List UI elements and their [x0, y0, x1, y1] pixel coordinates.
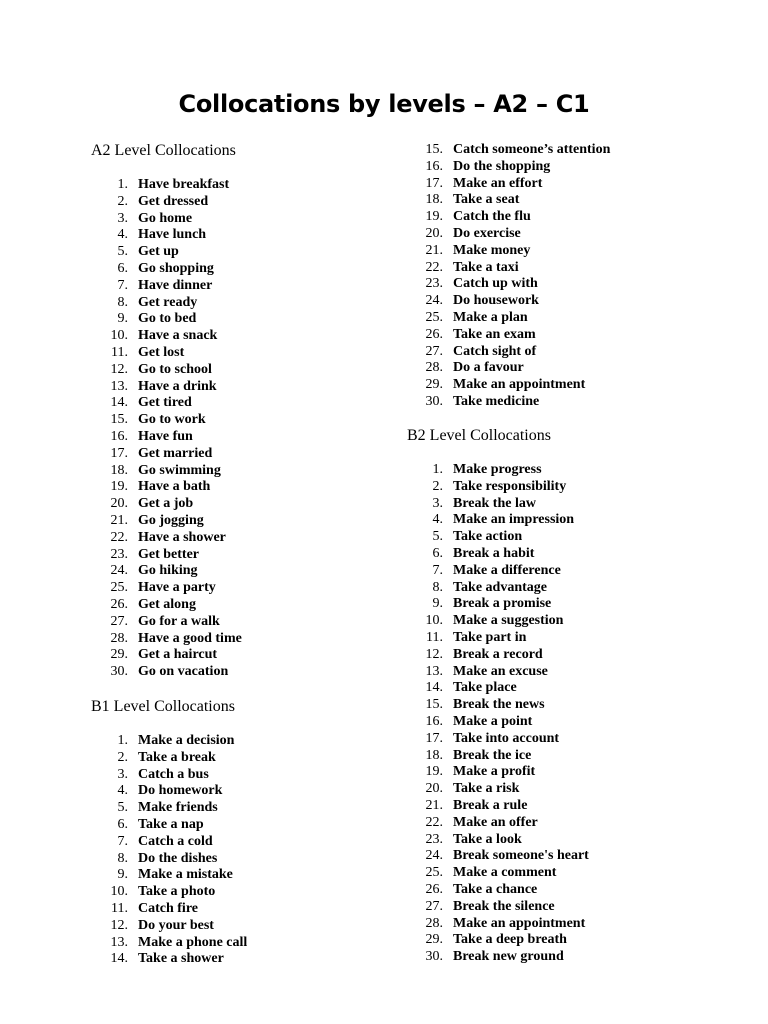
list-item [425, 158, 610, 176]
list-item [110, 613, 242, 631]
list-item-text: Do the shopping [453, 158, 551, 174]
list-item-number: 21. [425, 242, 443, 258]
list-item [432, 579, 589, 597]
list-item [117, 277, 242, 295]
list-item [110, 664, 242, 681]
list-item-number: 5. [117, 244, 128, 260]
list-item [110, 884, 247, 901]
list-item [110, 917, 247, 935]
list-item-text: Break the law [453, 495, 536, 511]
list-item-text: Catch a bus [138, 766, 209, 782]
list-item-number: 30. [425, 393, 443, 409]
list-item-text: Make an excuse [453, 663, 548, 679]
list-item-text: Go to school [138, 361, 212, 377]
list-item-number: 30. [110, 664, 128, 680]
list-item-number: 12. [425, 646, 443, 662]
list-item-text: Catch a cold [138, 833, 213, 849]
list-item [432, 478, 589, 496]
list-item-text: Go swimming [138, 462, 221, 478]
list-item [117, 311, 242, 328]
list-item [110, 934, 248, 952]
list-item-text: Break the news [453, 697, 545, 713]
list-item-text: Go home [138, 210, 193, 226]
list-item-number: 8. [117, 850, 128, 866]
list-item-text: Get married [138, 445, 213, 461]
list-item-text: Have a party [138, 580, 216, 596]
list-item-number: 24. [425, 848, 443, 864]
list-item [425, 814, 589, 832]
list-item-text: Have a drink [138, 378, 217, 394]
list-item-number: 17. [425, 730, 443, 746]
list-item-text: Take part in [453, 629, 527, 645]
list-item [117, 867, 247, 884]
list-item-text: Make a profit [453, 764, 536, 780]
list-item-number: 24. [110, 563, 128, 579]
list-item-number: 2. [432, 478, 443, 494]
list-item-number: 29. [110, 647, 128, 663]
collocation-list-b1-continued [425, 142, 611, 411]
list-item-text: Take a chance [453, 881, 538, 897]
list-item [432, 495, 589, 513]
list-item-number: 20. [425, 781, 443, 797]
list-item-number: 22. [425, 814, 443, 830]
list-item-text: Take an exam [453, 326, 536, 342]
list-item [117, 800, 247, 817]
list-item-number: 8. [117, 294, 128, 310]
list-item [110, 378, 242, 396]
list-item-text: Do homework [138, 783, 223, 799]
list-item-text: Have a shower [138, 529, 226, 545]
list-item [425, 730, 589, 748]
list-item-text: Break someone's heart [453, 848, 589, 864]
list-item [425, 781, 589, 798]
list-item-number: 3. [432, 495, 443, 511]
document-title: Collocations by levels – A2 – C1 [178, 90, 590, 118]
list-item-text: Take action [453, 529, 523, 545]
list-item-number: 10. [110, 884, 128, 900]
list-item [425, 848, 589, 865]
list-item [111, 900, 247, 918]
section-heading-a2: A2 Level Collocations [91, 142, 236, 159]
list-item [425, 343, 610, 361]
list-item-number: 11. [111, 344, 128, 360]
list-item-number: 4. [117, 227, 128, 243]
list-item-number: 14. [425, 680, 443, 696]
list-item-text: Take place [453, 680, 517, 696]
list-item-text: Get up [138, 244, 179, 260]
list-item-number: 6. [117, 816, 128, 832]
list-item-text: Go to bed [138, 311, 197, 327]
list-item-number: 15. [110, 412, 128, 428]
list-item-number: 15. [425, 142, 443, 157]
list-item-number: 1. [117, 177, 128, 192]
list-item [425, 764, 589, 781]
list-item-number: 9. [432, 596, 443, 612]
list-item-number: 10. [425, 613, 443, 629]
list-item [425, 915, 589, 933]
list-item-number: 3. [117, 766, 128, 782]
list-item-text: Get a haircut [138, 647, 218, 663]
list-item [432, 512, 589, 529]
list-item [110, 395, 242, 412]
list-item [425, 360, 610, 377]
list-item-number: 16. [425, 158, 443, 174]
list-item-number: 10. [110, 328, 128, 344]
list-item [110, 630, 242, 648]
list-item-text: Take medicine [453, 393, 540, 409]
list-item-text: Make money [453, 242, 531, 258]
list-item-text: Take into account [453, 730, 560, 746]
list-item-text: Catch up with [453, 276, 538, 292]
list-item [117, 833, 247, 851]
list-item-text: Take advantage [453, 579, 548, 595]
list-item [425, 259, 610, 277]
list-item-number: 28. [425, 915, 443, 931]
list-item [110, 428, 242, 446]
list-item [117, 227, 242, 244]
list-item-number: 27. [425, 898, 443, 914]
list-item-number: 4. [432, 512, 443, 528]
list-item-number: 6. [117, 260, 128, 276]
list-item-text: Break a record [453, 646, 543, 662]
list-item [432, 545, 589, 563]
list-item-text: Go for a walk [138, 613, 220, 629]
list-item [110, 546, 242, 564]
list-item-text: Take a nap [138, 816, 204, 832]
list-item-text: Have a snack [138, 328, 218, 344]
list-item [117, 749, 247, 767]
list-item-number: 9. [117, 311, 128, 327]
list-item [425, 949, 589, 966]
list-item-number: 5. [432, 529, 443, 545]
list-item-number: 28. [425, 360, 443, 376]
list-item-text: Make a decision [138, 733, 235, 748]
list-item-number: 18. [425, 192, 443, 208]
list-item-number: 6. [432, 545, 443, 561]
list-item [425, 713, 589, 731]
list-item-number: 12. [110, 917, 128, 933]
list-item [117, 294, 242, 312]
list-item-number: 25. [110, 580, 128, 596]
list-item [425, 242, 610, 260]
list-item [425, 142, 611, 159]
list-item [425, 326, 610, 344]
list-item-number: 7. [117, 277, 128, 293]
list-item-text: Have a bath [138, 479, 211, 495]
list-item-number: 1. [117, 733, 128, 748]
list-item-text: Take a shower [138, 951, 224, 967]
list-item-text: Take a seat [453, 192, 520, 208]
list-item [110, 596, 242, 614]
list-item-text: Do a favour [453, 360, 524, 376]
list-item-text: Get dressed [138, 193, 209, 209]
list-item [425, 175, 610, 193]
list-item-text: Do housework [453, 293, 539, 309]
list-item-text: Make an effort [453, 175, 543, 191]
list-item [425, 192, 610, 209]
list-item-number: 8. [432, 579, 443, 595]
list-item-text: Make a phone call [138, 934, 248, 950]
list-item [425, 898, 589, 916]
list-item [117, 850, 247, 868]
list-item-text: Take a risk [453, 781, 520, 797]
list-item-text: Have breakfast [138, 177, 230, 192]
list-item [117, 733, 247, 750]
list-item [117, 766, 247, 784]
list-item [117, 783, 247, 800]
list-item-text: Make an impression [453, 512, 575, 528]
list-item-text: Make a suggestion [453, 613, 564, 629]
list-item-number: 21. [110, 512, 128, 528]
list-item [110, 529, 242, 547]
list-item-number: 25. [425, 309, 443, 325]
list-item [425, 932, 589, 949]
list-item-number: 11. [426, 629, 443, 645]
list-item-number: 27. [110, 613, 128, 629]
list-item [432, 529, 589, 546]
list-item [117, 193, 242, 211]
list-item-text: Do your best [138, 917, 214, 933]
list-item [117, 210, 242, 228]
list-item-number: 2. [117, 749, 128, 765]
list-item-text: Have lunch [138, 227, 207, 243]
section-heading-b2: B2 Level Collocations [407, 427, 551, 444]
list-item-number: 4. [117, 783, 128, 799]
list-item-text: Do exercise [453, 225, 521, 241]
section-heading-b1: B1 Level Collocations [91, 698, 235, 715]
list-item [110, 479, 242, 496]
list-item [425, 209, 610, 226]
list-item-number: 3. [117, 210, 128, 226]
list-item-number: 14. [110, 395, 128, 411]
list-item [110, 512, 242, 530]
list-item [425, 613, 589, 630]
collocation-list-a2 [110, 177, 242, 681]
list-item [110, 580, 242, 597]
list-item-text: Catch fire [138, 900, 198, 916]
list-item-text: Break the ice [453, 747, 532, 763]
list-item-number: 11. [111, 900, 128, 916]
list-item-number: 25. [425, 865, 443, 881]
list-item-text: Get better [138, 546, 200, 562]
list-item [110, 412, 242, 429]
list-item [110, 328, 242, 345]
list-item-text: Catch the flu [453, 209, 531, 225]
list-item-number: 7. [432, 562, 443, 578]
list-item [425, 747, 589, 765]
list-item-text: Make a point [453, 713, 533, 729]
list-item-number: 9. [117, 867, 128, 883]
list-item [117, 244, 242, 261]
list-item [425, 377, 610, 394]
list-item-text: Get a job [138, 496, 194, 512]
list-item [425, 680, 589, 697]
list-item-text: Make a mistake [138, 867, 233, 883]
list-item-text: Break the silence [453, 898, 555, 914]
list-item [425, 865, 589, 882]
list-item-text: Make an appointment [453, 377, 586, 393]
list-item-number: 26. [425, 881, 443, 897]
list-item [432, 562, 589, 580]
list-item-number: 23. [425, 831, 443, 847]
list-item-text: Make a comment [453, 865, 557, 881]
list-item-text: Break a promise [453, 596, 552, 612]
list-item-text: Get ready [138, 294, 198, 310]
list-item-number: 22. [110, 529, 128, 545]
list-item-number: 19. [425, 764, 443, 780]
list-item [110, 951, 247, 968]
list-item-text: Go hiking [138, 563, 198, 579]
list-item [110, 361, 242, 379]
list-item-text: Make an offer [453, 814, 538, 830]
list-item [426, 629, 589, 647]
list-item-text: Do the dishes [138, 850, 218, 866]
list-item-text: Make a plan [453, 309, 528, 325]
list-item-text: Get tired [138, 395, 192, 411]
list-item [425, 393, 610, 411]
list-item [117, 177, 242, 194]
list-item-text: Go jogging [138, 512, 204, 528]
collocation-list-b2 [425, 462, 589, 966]
list-item-text: Catch sight of [453, 343, 537, 359]
list-item-number: 13. [110, 934, 128, 950]
list-item-number: 2. [117, 193, 128, 209]
list-item-number: 19. [425, 209, 443, 225]
list-item-number: 20. [110, 496, 128, 512]
list-item-text: Have dinner [138, 277, 213, 293]
list-item [110, 496, 242, 513]
list-item-number: 28. [110, 630, 128, 646]
list-item-text: Break a rule [453, 797, 528, 813]
list-item-text: Take a photo [138, 884, 216, 900]
list-item-text: Have fun [138, 428, 193, 444]
list-item-text: Make friends [138, 800, 218, 816]
list-item [432, 596, 589, 613]
list-item [117, 260, 242, 278]
list-item-number: 18. [425, 747, 443, 763]
list-item [111, 344, 242, 362]
list-item [425, 881, 589, 899]
list-item-text: Take a taxi [453, 259, 519, 275]
list-item-number: 16. [110, 428, 128, 444]
list-item-number: 17. [425, 175, 443, 191]
list-item [110, 462, 242, 480]
list-item-text: Go on vacation [138, 664, 229, 680]
list-item [425, 225, 610, 243]
list-item [425, 276, 610, 293]
list-item-number: 29. [425, 932, 443, 948]
list-item-text: Take responsibility [453, 478, 567, 494]
list-item [432, 462, 589, 479]
list-item-text: Get lost [138, 344, 185, 360]
list-item-number: 14. [110, 951, 128, 967]
list-item-number: 29. [425, 377, 443, 393]
list-item-number: 13. [425, 663, 443, 679]
list-item-number: 18. [110, 462, 128, 478]
list-item-number: 12. [110, 361, 128, 377]
list-item-text: Catch someone’s attention [453, 142, 611, 157]
list-item-number: 26. [110, 596, 128, 612]
list-item-number: 21. [425, 797, 443, 813]
list-item-number: 22. [425, 259, 443, 275]
list-item-text: Make progress [453, 462, 542, 477]
list-item-text: Take a look [453, 831, 522, 847]
list-item [425, 797, 589, 815]
list-item [425, 697, 589, 714]
list-item-text: Take a deep breath [453, 932, 567, 948]
list-item-number: 23. [425, 276, 443, 292]
list-item-text: Break a habit [453, 545, 535, 561]
list-item-number: 1. [432, 462, 443, 477]
list-item [425, 309, 610, 327]
list-item-number: 5. [117, 800, 128, 816]
list-item [110, 563, 242, 580]
list-item-text: Take a break [138, 749, 216, 765]
list-item [425, 831, 589, 849]
list-item-text: Go shopping [138, 260, 214, 276]
list-item-number: 20. [425, 225, 443, 241]
list-item-number: 23. [110, 546, 128, 562]
list-item-number: 30. [425, 949, 443, 965]
list-item-number: 26. [425, 326, 443, 342]
list-item-number: 19. [110, 479, 128, 495]
list-item [425, 293, 610, 310]
list-item-text: Go to work [138, 412, 206, 428]
list-item-number: 16. [425, 713, 443, 729]
list-item [110, 647, 242, 664]
list-item [425, 646, 589, 664]
list-item-text: Break new ground [453, 949, 564, 965]
list-item-text: Make a difference [453, 562, 561, 578]
list-item [110, 445, 242, 463]
collocation-list-b1 [110, 733, 248, 968]
list-item-number: 15. [425, 697, 443, 713]
list-item-number: 13. [110, 378, 128, 394]
list-item-number: 27. [425, 343, 443, 359]
list-item [425, 663, 589, 681]
list-item-text: Have a good time [138, 630, 242, 646]
list-item [117, 816, 247, 834]
list-item-number: 24. [425, 293, 443, 309]
list-item-text: Get along [138, 596, 196, 612]
list-item-number: 17. [110, 445, 128, 461]
list-item-number: 7. [117, 833, 128, 849]
list-item-text: Make an appointment [453, 915, 586, 931]
